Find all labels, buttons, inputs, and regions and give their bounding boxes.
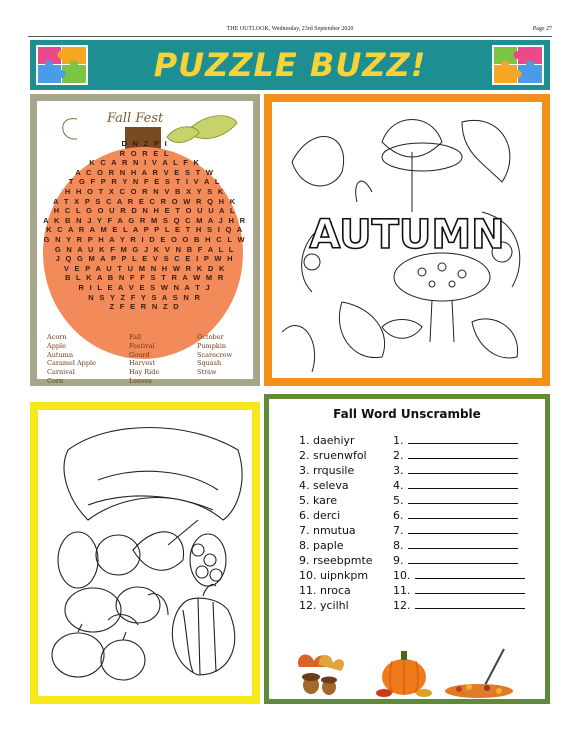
answer-line[interactable] [393, 448, 525, 463]
word-list-item: Apple [47, 341, 66, 350]
answer-line[interactable] [393, 433, 525, 448]
word-list-column-1 [47, 333, 96, 386]
puzzle-banner [30, 40, 550, 90]
wordsearch-row: T G F P R Y N F E S T I V A L [68, 177, 222, 187]
answer-blank[interactable] [408, 448, 518, 459]
scrambled-word: 2. sruenwfol [299, 449, 367, 462]
answer-number: 5. [393, 494, 404, 507]
wordsearch-row: A T X P S C A R E C R O W R Q H K [53, 196, 237, 206]
answer-line[interactable] [393, 538, 525, 553]
scrambled-word: 11. nroca [299, 584, 351, 597]
wordsearch-row: H C L G O U R D N H E T O U U A L [53, 206, 237, 216]
wordsearch-row: J Q G M A P P L E V S C E I P W H [55, 254, 235, 264]
answer-number: 1. [393, 434, 404, 447]
wordsearch-panel [30, 94, 260, 386]
answer-number: 11. [393, 584, 411, 597]
answer-line[interactable] [393, 583, 525, 598]
wordsearch-row: G N Y R P H A Y R I D E O O B H C L W [43, 234, 247, 244]
answer-number: 8. [393, 539, 404, 552]
word-list-column-3 [197, 333, 232, 377]
answer-blank[interactable] [408, 508, 518, 519]
scrambled-word: 5. kare [299, 494, 337, 507]
wordsearch-row: V E P A U T U M N H W R K D K [63, 263, 227, 273]
word-list-item: Hay Ride [129, 368, 160, 377]
cornucopia-coloring-panel [30, 402, 260, 704]
scrambled-word: 4. seleva [299, 479, 349, 492]
word-list-item: Autumn [47, 350, 74, 359]
answer-blank[interactable] [408, 553, 518, 564]
wordsearch-row: D N Z P I [121, 139, 169, 148]
rake-leaves-icon [445, 649, 513, 698]
scrambled-word: 1. daehiyr [299, 434, 355, 447]
cornucopia-coloring-illustration [38, 410, 252, 696]
wordsearch-grid [37, 139, 253, 312]
wordsearch-row: R I L E A V E S W N A T J [78, 282, 212, 292]
word-list-item: Corn [47, 376, 64, 385]
answer-number: 9. [393, 554, 404, 567]
wordsearch-title: Fall Fest [107, 111, 164, 126]
word-list-item: Scarecrow [197, 350, 233, 359]
word-list-column-2 [129, 333, 159, 386]
answer-blank[interactable] [408, 523, 518, 534]
answer-line[interactable] [393, 523, 525, 538]
page-number: Page 27 [532, 26, 552, 32]
scrambled-word: 10. uipnkpm [299, 569, 369, 582]
word-list-item: Gourd [129, 350, 150, 359]
unscramble-title: Fall Word Unscramble [333, 407, 481, 421]
answer-number: 4. [393, 479, 404, 492]
word-list-item: October [197, 333, 224, 341]
scrambled-word: 6. derci [299, 509, 341, 522]
wordsearch-row: Z F E R N Z D [109, 302, 181, 312]
wordsearch-row: R O R E L [119, 148, 171, 158]
word-list-item: Straw [197, 368, 217, 377]
word-list-item: Fall [129, 333, 142, 341]
answer-blank[interactable] [408, 463, 518, 474]
answer-number: 3. [393, 464, 404, 477]
wordsearch-row: A K B N J Y F A G R M S Q C M A J H R [43, 215, 247, 225]
answer-line[interactable] [393, 478, 525, 493]
scrambled-word: 9. rseebpmte [299, 554, 373, 567]
answer-blank[interactable] [408, 538, 518, 549]
answer-blank[interactable] [408, 493, 518, 504]
autumn-decorations [289, 647, 539, 699]
answer-line[interactable] [393, 568, 525, 583]
answer-blank[interactable] [415, 583, 525, 594]
scrambled-word: 7. nmutua [299, 524, 356, 537]
wordsearch-row: G N A U K F M G J K V N B F A L L [54, 244, 236, 254]
wordsearch-row: K C A R N I V A L F K [89, 158, 201, 168]
wordsearch-row: N S Y Z F Y S A S N R [88, 292, 202, 302]
answer-line[interactable] [393, 493, 525, 508]
answer-blank[interactable] [415, 598, 525, 609]
answer-blank[interactable] [408, 433, 518, 444]
answer-line[interactable] [393, 553, 525, 568]
wordsearch-row: H H O T X C O R N V B X Y S K [64, 186, 226, 196]
scrambled-word: 3. rrqusile [299, 464, 355, 477]
word-list-item: Acorn [47, 333, 67, 341]
header-rule [28, 36, 552, 37]
answer-number: 2. [393, 449, 404, 462]
wordsearch-row: A C O R N H A R V E S T W [75, 167, 215, 177]
answer-line-list [393, 433, 525, 613]
word-list-item: Carnival [47, 368, 75, 377]
answer-number: 7. [393, 524, 404, 537]
answer-line[interactable] [393, 463, 525, 478]
pumpkin-icon [376, 651, 432, 697]
answer-line[interactable] [393, 598, 525, 613]
scrambled-word: 8. paple [299, 539, 344, 552]
word-list-item: Pumpkin [197, 341, 227, 350]
autumn-coloring-illustration [272, 102, 542, 378]
answer-number: 10. [393, 569, 411, 582]
word-unscramble-panel [264, 394, 550, 704]
answer-blank[interactable] [408, 478, 518, 489]
page-header [28, 24, 552, 36]
answer-line[interactable] [393, 508, 525, 523]
word-list-item: Leaves [129, 376, 152, 385]
masthead: THE OUTLOOK, Wednesday, 23rd September 2020 [226, 26, 354, 32]
acorn-leaves-icon [298, 654, 344, 695]
autumn-word: AUTUMN [309, 212, 505, 258]
banner-title: PUZZLE BUZZ! [153, 46, 427, 84]
word-list-item: Caramel Apple [47, 359, 96, 368]
jigsaw-puzzle-icon [492, 45, 544, 85]
answer-blank[interactable] [415, 568, 525, 579]
answer-number: 12. [393, 599, 411, 612]
scrambled-word-list [299, 433, 399, 613]
answer-number: 6. [393, 509, 404, 522]
word-list-item: Harvest [129, 359, 156, 368]
wordsearch-row: B L K A B N F F S T R A W M R [64, 273, 226, 283]
scrambled-word: 12. ycilhl [299, 599, 349, 612]
word-list-item: Squash [197, 359, 222, 368]
word-list-item: Festival [129, 341, 155, 350]
wordsearch-row: K C A R A M E L A P P L E T H S I Q A [46, 225, 244, 235]
autumn-coloring-panel [264, 94, 550, 386]
